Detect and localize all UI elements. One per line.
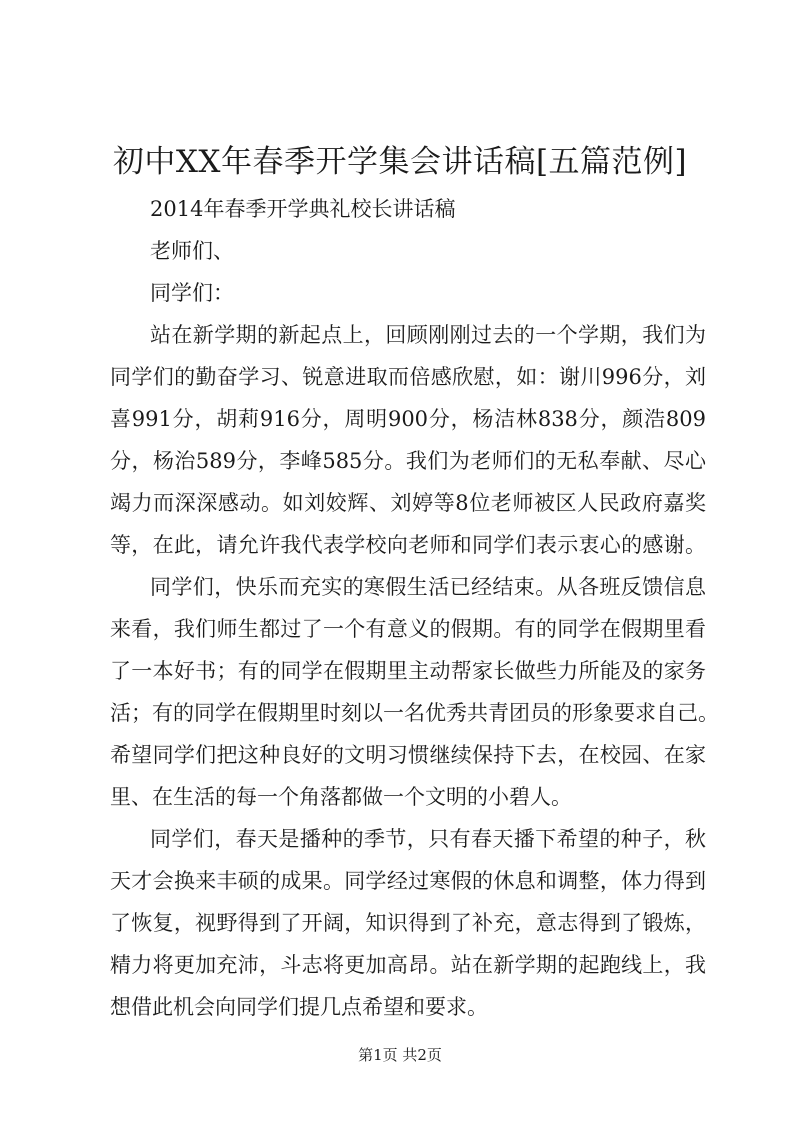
paragraph-2-line: 里、在生活的每一个角落都做一个文明的小碧人。: [110, 785, 572, 809]
document-body: [110, 188, 719, 1028]
salutation-students: 同学们：: [150, 281, 234, 305]
paragraph-3-line: 精力将更加充沛，斗志将更加高昂。站在新学期的起跑线上，我: [110, 953, 706, 977]
salutation-teachers: 老师们、: [150, 239, 234, 263]
paragraph-3-line: 天才会换来丰硕的成果。同学经过寒假的休息和调整，体力得到: [110, 869, 706, 893]
paragraph-2-line: 了一本好书；有的同学在假期里主动帮家长做些力所能及的家务: [110, 659, 706, 683]
subtitle-line: 2014年春季开学典礼校长讲话稿: [150, 197, 456, 221]
paragraph-1-line: 喜991分，胡莉916分，周明900分，杨洁林838分，颜浩809: [110, 407, 706, 431]
paragraph-1-line: 分，杨治589分，李峰585分。我们为老师们的无私奉献、尽心: [110, 449, 706, 473]
page-number-footer: 第1页 共2页: [358, 1046, 442, 1064]
paragraph-3-line: 了恢复，视野得到了开阔，知识得到了补充，意志得到了锻炼，: [110, 911, 706, 935]
paragraph-2-line: 活；有的同学在假期里时刻以一名优秀共青团员的形象要求自己。: [110, 701, 719, 725]
paragraph-3-line: 同学们，春天是播种的季节，只有春天播下希望的种子，秋: [150, 827, 706, 851]
document-title: 初中XX年春季开学集会讲话稿[五篇范例]: [112, 144, 688, 180]
paragraph-2-line: 来看，我们师生都过了一个有意义的假期。有的同学在假期里看: [110, 617, 706, 641]
paragraph-1-line: 同学们的勤奋学习、锐意进取而倍感欣慰，如：谢川996分，刘: [110, 365, 706, 389]
paragraph-2-line: 同学们，快乐而充实的寒假生活已经结束。从各班反馈信息: [150, 575, 706, 599]
paragraph-1-line: 等，在此，请允许我代表学校向老师和同学们表示衷心的感谢。: [110, 533, 706, 557]
paragraph-2-line: 希望同学们把这种良好的文明习惯继续保持下去，在校园、在家: [110, 743, 706, 767]
paragraph-1-line: 竭力而深深感动。如刘姣辉、刘婷等8位老师被区人民政府嘉奖: [110, 491, 706, 515]
paragraph-3-line: 想借此机会向同学们提几点希望和要求。: [110, 995, 488, 1019]
paragraph-1-line: 站在新学期的新起点上，回顾刚刚过去的一个学期，我们为: [150, 323, 706, 347]
